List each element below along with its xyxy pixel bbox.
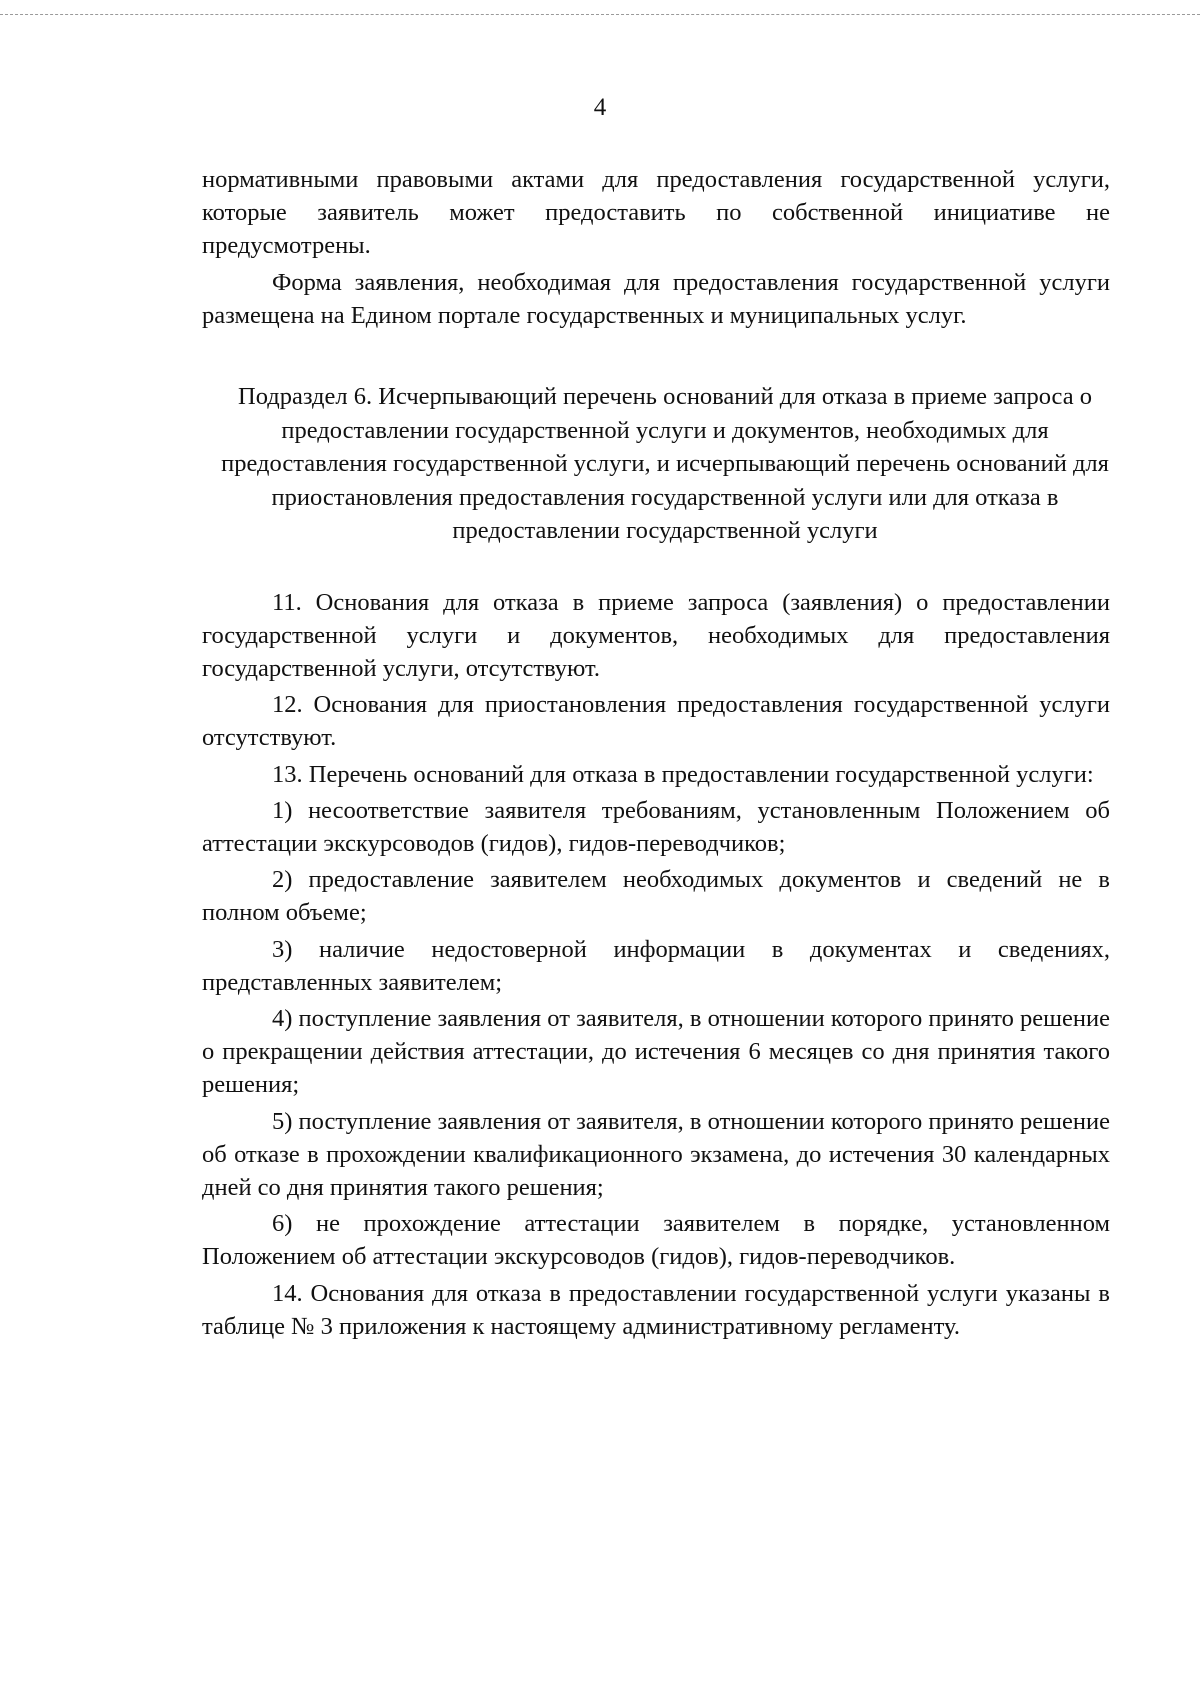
clause-13-item-1: 1) несоответствие заявителя требованиям, установленным Положением об аттестации экскурсоводов (гидов), гидов-переводчиков;: [202, 796, 1110, 857]
clause-11: 11. Основания для отказа в приеме запроса (заявления) о предоставлении государственной услуги и документов, необходимых для предоставления государственной услуги, отсутствуют.: [202, 588, 1110, 682]
page-number: 4: [593, 94, 607, 121]
document-body: [202, 163, 1110, 1343]
clause-13-item-5: 5) поступление заявления от заявителя, в отношении которого принято решение об отказе в прохождении квалификационного экзамена, до истечения 30 календарных дней со дня принятия такого решения;: [202, 1107, 1110, 1201]
clause-13-item-4: 4) поступление заявления от заявителя, в отношении которого принято решение о прекращении действия аттестации, до истечения 6 месяцев со дня принятия такого решения;: [202, 1004, 1110, 1099]
clause-14: 14. Основания для отказа в предоставлении государственной услуги указаны в таблице № 3 приложения к настоящему административному регламенту.: [202, 1279, 1110, 1340]
clause-13-item-2: 2) предоставление заявителем необходимых документов и сведений не в полном объеме;: [202, 866, 1110, 927]
clause-12: 12. Основания для приостановления предоставления государственной услуги отсутствуют.: [202, 691, 1110, 752]
paragraph-continuation: нормативными правовыми актами для предоставления государственной услуги, которые заявитель может предоставить по собственной инициативе не предусмотрены.: [202, 166, 1110, 260]
paragraph-form-info: Форма заявления, необходимая для предоставления государственной услуги размещена на Едином портале государственных и муниципальных услуг.: [202, 268, 1110, 329]
section-heading: Подраздел 6. Исчерпывающий перечень оснований для отказа в приеме запроса о предоставлении государственной услуги и документов, необходимых для предоставления государственной услуги, и исчерпывающий перечень оснований для приостановления предоставления государственной услуги или для отказа в предоставлении государственной услуги: [221, 383, 1109, 545]
clause-13-item-3: 3) наличие недостоверной информации в документах и сведениях, представленных заявителем;: [202, 935, 1110, 996]
scan-edge-line: [0, 14, 1200, 15]
clause-13-item-6: 6) не прохождение аттестации заявителем в порядке, установленном Положением об аттестации экскурсоводов (гидов), гидов-переводчиков.: [202, 1210, 1110, 1271]
clause-13: 13. Перечень оснований для отказа в предоставлении государственной услуги:: [272, 760, 1094, 788]
